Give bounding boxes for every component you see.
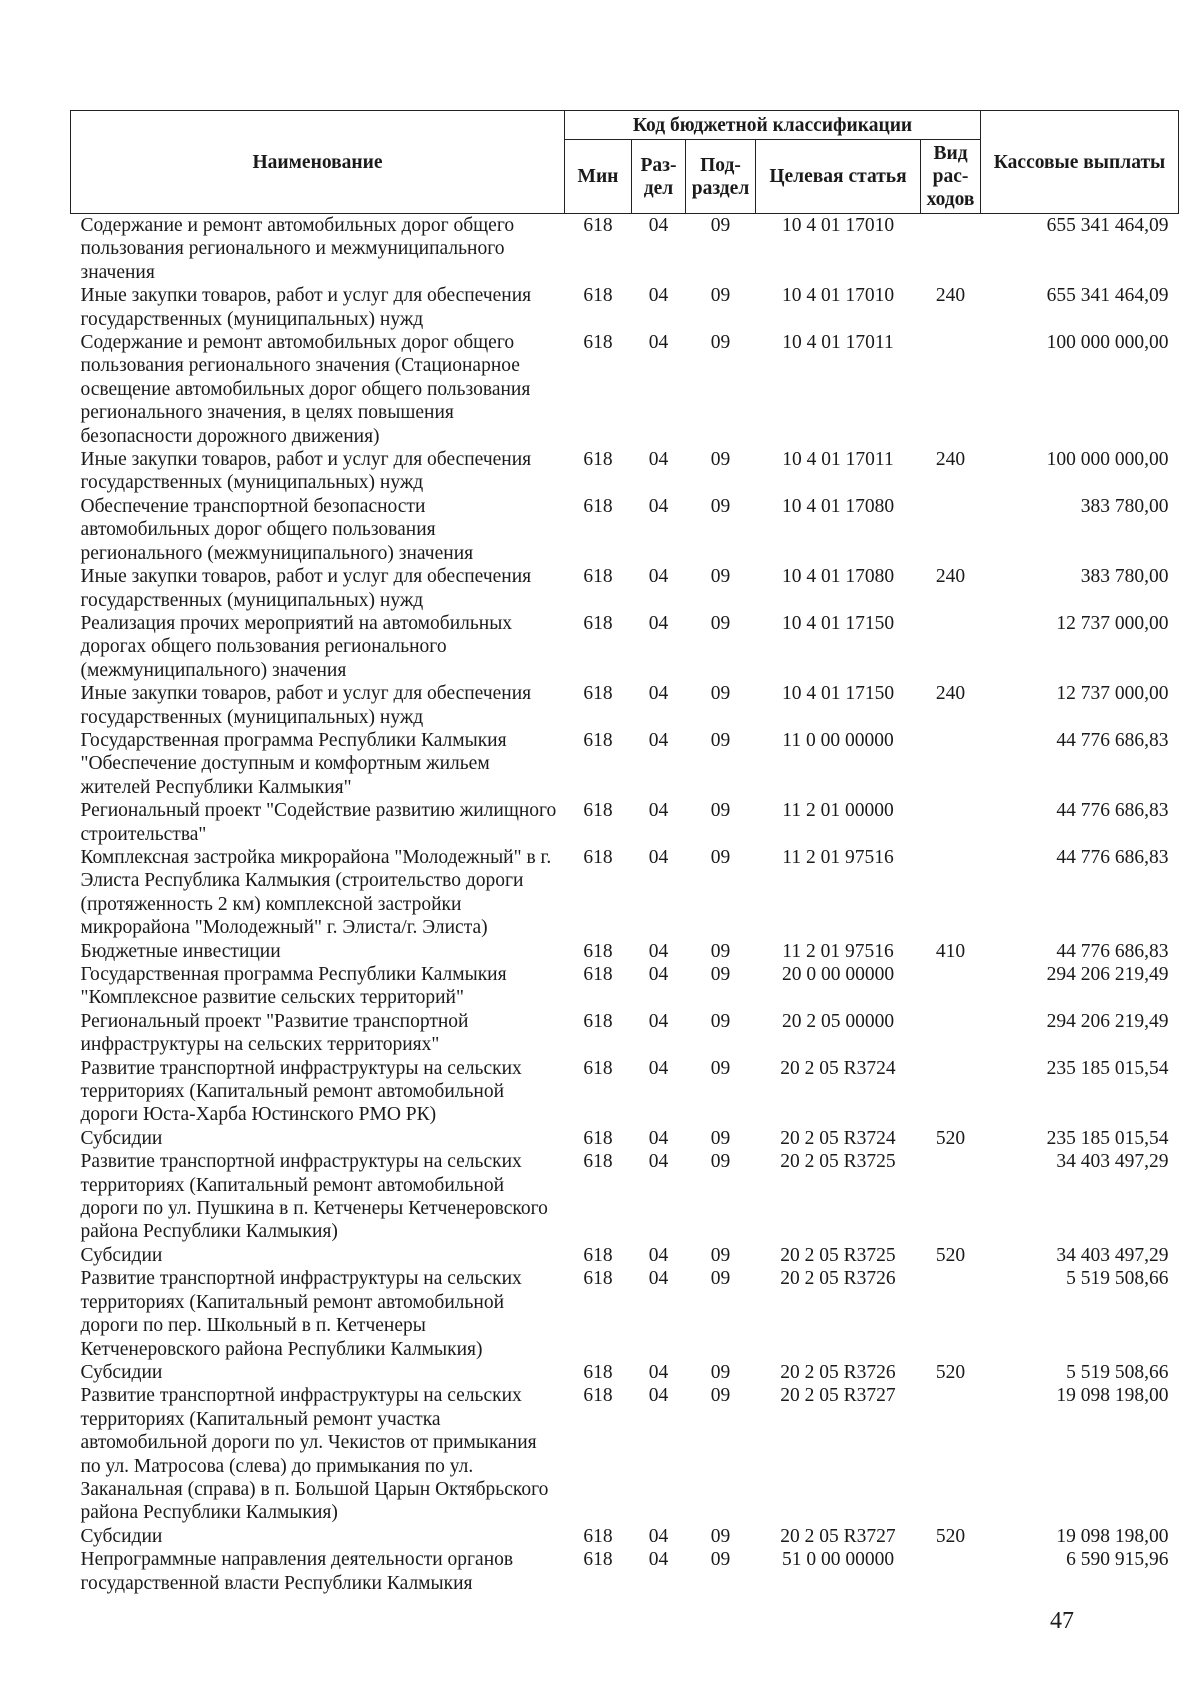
cell-cash-payment: 235 185 015,54 [1046,1057,1169,1079]
cell-ministry: 618 [583,940,613,962]
cell-name: Комплексная застройка микрорайона "Молодежный" в г. Элиста Республика Калмыкия (строительство дороги (протяженность 2 км) комплексной застройки микрорайона "Молодежный" г. Элиста/г. Элиста) [80,846,552,939]
cell-subsection: 09 [710,1151,731,1173]
table-row [71,331,1179,448]
cell-section: 04 [648,285,669,307]
cell-name: Обеспечение транспортной безопасности автомобильных дорог общего пользования регионального (межмуниципального) значения [80,495,474,564]
cell-cash-payment: 34 403 497,29 [1056,1244,1169,1266]
cell-subsection: 09 [710,566,731,588]
table-body [71,214,1179,1595]
cell-expense-type: 520 [935,1127,966,1149]
cell-expense-type [921,1548,981,1595]
cell-name: Иные закупки товаров, работ и услуг для обеспечения государственных (муниципальных) нужд [80,285,532,330]
cell-cash-payment: 12 737 000,00 [1056,612,1169,634]
cell-target-item: 11 2 01 00000 [782,800,894,822]
table-row [71,1010,1179,1057]
cell-ministry: 618 [583,1385,613,1407]
table-row [71,940,1179,963]
cell-cash-payment: 44 776 686,83 [1056,940,1169,962]
cell-ministry: 618 [583,683,613,705]
cell-cash-payment: 383 780,00 [1080,495,1169,517]
cell-name: Субсидии [80,1361,163,1383]
table-row [71,1057,1179,1127]
cell-section: 04 [648,1057,669,1079]
cell-expense-type [921,729,981,799]
cell-cash-payment: 44 776 686,83 [1056,800,1169,822]
cell-name: Развитие транспортной инфраструктуры на сельских территориях (Капитальный ремонт автомобильной дороги по ул. Пушкина в п. Кетченеры Кетченеровского района Республики Калмыкия) [80,1151,548,1243]
cell-cash-payment: 44 776 686,83 [1056,846,1169,868]
cell-name: Содержание и ремонт автомобильных дорог общего пользования регионального значения (Стационарное освещение автомобильных дорог общего пользования регионального значения, в целях повышения безопасности дорожного движения) [80,332,531,447]
cell-subsection: 09 [710,1385,731,1407]
cell-cash-payment: 100 000 000,00 [1046,332,1169,354]
budget-table [70,110,1179,1595]
table-row [71,1361,1179,1384]
cell-expense-type [921,214,981,285]
cell-name: Региональный проект "Развитие транспортной инфраструктуры на сельских территориях" [80,1010,469,1056]
cell-section: 04 [648,1244,669,1266]
table-row [71,612,1179,682]
cell-section: 04 [648,1010,669,1032]
cell-ministry: 618 [583,1010,613,1032]
cell-section: 04 [648,846,669,868]
cell-expense-type: 520 [935,1361,966,1383]
table-row [71,1525,1179,1548]
cell-target-item: 11 2 01 97516 [782,846,894,868]
cell-subsection: 09 [710,1127,731,1149]
cell-target-item: 20 2 05 R3725 [780,1151,896,1173]
table-header [71,111,1179,214]
cell-target-item: 20 2 05 R3727 [780,1525,896,1547]
header-subsection: Под-раздел [686,140,756,214]
cell-cash-payment: 235 185 015,54 [1046,1127,1169,1149]
cell-cash-payment: 34 403 497,29 [1056,1151,1169,1173]
cell-cash-payment: 19 098 198,00 [1056,1525,1169,1547]
cell-name: Государственная программа Республики Калмыкия "Обеспечение доступным и комфортным жильем жителей Республики Калмыкия" [80,729,507,798]
cell-subsection: 09 [710,215,731,236]
cell-name: Государственная программа Республики Калмыкия "Комплексное развитие сельских территорий" [80,964,507,1009]
cell-target-item: 10 4 01 17011 [782,332,894,354]
cell-target-item: 20 0 00 00000 [781,964,895,985]
cell-target-item: 10 4 01 17010 [781,285,895,307]
cell-ministry: 618 [583,332,613,354]
cell-name: Непрограммные направления деятельности органов государственной власти Республики Калмыкия [80,1549,514,1594]
cell-section: 04 [648,1525,669,1547]
cell-subsection: 09 [710,1525,731,1547]
cell-ministry: 618 [583,612,613,634]
page-number: 47 [1050,1608,1074,1634]
cell-name: Бюджетные инвестиции [80,940,281,962]
cell-name: Содержание и ремонт автомобильных дорог общего пользования регионального и межмуниципального значения [80,215,515,283]
cell-target-item: 20 2 05 R3724 [780,1057,896,1079]
cell-name: Иные закупки товаров, работ и услуг для обеспечения государственных (муниципальных) нужд [80,566,532,611]
cell-cash-payment: 5 519 508,66 [1066,1361,1169,1383]
cell-cash-payment: 100 000 000,00 [1046,449,1169,471]
cell-expense-type: 410 [935,940,966,962]
cell-cash-payment: 655 341 464,09 [1046,285,1169,307]
cell-section: 04 [648,449,669,471]
cell-section: 04 [648,1127,669,1149]
cell-section: 04 [648,1268,669,1290]
table-row [71,682,1179,729]
cell-ministry: 618 [583,800,613,822]
cell-name: Развитие транспортной инфраструктуры на сельских территориях (Капитальный ремонт автомобильной дороги по пер. Школьный в п. Кетченеры Кетченеровского района Республики Калмыкия) [80,1268,522,1360]
cell-subsection: 09 [710,800,731,822]
table-row [71,1384,1179,1524]
table-row [71,565,1179,612]
header-budget-classification-code: Код бюджетной классификации [565,111,981,140]
cell-subsection: 09 [710,1244,731,1266]
cell-expense-type [921,1057,981,1127]
cell-subsection: 09 [710,940,731,962]
cell-expense-type [921,612,981,682]
cell-name: Субсидии [80,1127,163,1149]
cell-section: 04 [648,612,669,634]
cell-section: 04 [648,1361,669,1383]
cell-section: 04 [648,729,669,751]
table-row [71,1548,1179,1595]
cell-target-item: 20 2 05 R3726 [780,1361,896,1383]
header-cash-payments: Кассовые выплаты [981,111,1179,214]
cell-section: 04 [648,1385,669,1407]
cell-expense-type [921,1384,981,1524]
cell-name: Региональный проект "Содействие развитию жилищного строительства" [80,800,557,845]
cell-ministry: 618 [583,495,613,517]
cell-subsection: 09 [710,495,731,517]
cell-ministry: 618 [583,964,613,985]
table-row [71,1244,1179,1267]
cell-name: Субсидии [80,1244,163,1266]
cell-ministry: 618 [583,846,613,868]
cell-section: 04 [648,940,669,962]
table-row [71,799,1179,846]
cell-name: Развитие транспортной инфраструктуры на сельских территориях (Капитальный ремонт участка автомобильной дороги по ул. Чекистов от примыкания по ул. Матросова (слева) до примыкания по ул. Заканальная (справа) в п. Большой Царын Октябрьского района Республики Калмыкия) [80,1385,549,1524]
cell-subsection: 09 [710,964,731,985]
cell-target-item: 11 0 00 00000 [782,729,894,751]
table-row [71,495,1179,565]
cell-subsection: 09 [710,612,731,634]
cell-ministry: 618 [583,1151,613,1173]
table-row [71,846,1179,940]
cell-cash-payment: 294 206 219,49 [1046,1010,1169,1032]
cell-ministry: 618 [583,215,613,236]
table-row [71,214,1179,285]
cell-section: 04 [648,495,669,517]
cell-expense-type [921,799,981,846]
cell-cash-payment: 6 590 915,96 [1066,1549,1169,1571]
cell-expense-type [921,495,981,565]
header-target-item: Целевая статья [756,140,921,214]
cell-ministry: 618 [583,1525,613,1547]
cell-name: Развитие транспортной инфраструктуры на сельских территориях (Капитальный ремонт автомобильной дороги Юста-Харба Юстинского РМО РК) [80,1057,522,1126]
cell-target-item: 20 2 05 R3724 [780,1127,896,1149]
cell-subsection: 09 [710,683,731,705]
table-row [71,448,1179,495]
cell-cash-payment: 383 780,00 [1080,566,1169,588]
cell-cash-payment: 655 341 464,09 [1046,215,1169,236]
cell-subsection: 09 [710,1010,731,1032]
table-row [71,729,1179,799]
cell-cash-payment: 294 206 219,49 [1046,964,1169,985]
cell-target-item: 10 4 01 17150 [781,612,895,634]
table-row [71,284,1179,331]
cell-name: Субсидии [80,1525,163,1547]
cell-ministry: 618 [583,566,613,588]
cell-ministry: 618 [583,1127,613,1149]
table-row [71,1267,1179,1361]
cell-target-item: 11 2 01 97516 [782,940,894,962]
cell-section: 04 [648,1549,669,1571]
cell-subsection: 09 [710,1361,731,1383]
cell-subsection: 09 [710,332,731,354]
cell-subsection: 09 [710,449,731,471]
header-name: Наименование [71,111,565,214]
cell-expense-type [921,1267,981,1361]
cell-target-item: 20 2 05 00000 [781,1010,895,1032]
cell-expense-type: 520 [935,1525,966,1547]
header-ministry: Мин [565,140,632,214]
cell-subsection: 09 [710,729,731,751]
cell-expense-type: 240 [935,449,966,471]
cell-expense-type: 240 [935,285,966,307]
cell-name: Иные закупки товаров, работ и услуг для обеспечения государственных (муниципальных) нужд [80,449,532,494]
cell-expense-type [921,963,981,1010]
cell-ministry: 618 [583,729,613,751]
cell-target-item: 20 2 05 R3726 [780,1268,896,1290]
table-row [71,963,1179,1010]
cell-cash-payment: 19 098 198,00 [1056,1385,1169,1407]
header-section: Раз-дел [632,140,686,214]
cell-ministry: 618 [583,1244,613,1266]
cell-ministry: 618 [583,1268,613,1290]
table-row [71,1150,1179,1244]
cell-target-item: 10 4 01 17080 [781,495,895,517]
cell-cash-payment: 12 737 000,00 [1056,683,1169,705]
cell-subsection: 09 [710,1268,731,1290]
cell-expense-type [921,331,981,448]
cell-name: Иные закупки товаров, работ и услуг для обеспечения государственных (муниципальных) нужд [80,683,532,728]
cell-section: 04 [648,215,669,236]
cell-target-item: 20 2 05 R3727 [780,1385,896,1407]
cell-ministry: 618 [583,1057,613,1079]
cell-ministry: 618 [583,449,613,471]
cell-cash-payment: 5 519 508,66 [1066,1268,1169,1290]
cell-target-item: 10 4 01 17080 [781,566,895,588]
cell-expense-type: 520 [935,1244,966,1266]
cell-target-item: 10 4 01 17010 [781,215,895,236]
cell-subsection: 09 [710,1057,731,1079]
cell-section: 04 [648,683,669,705]
cell-target-item: 10 4 01 17011 [782,449,894,471]
cell-target-item: 20 2 05 R3725 [780,1244,896,1266]
cell-expense-type [921,1010,981,1057]
cell-section: 04 [648,332,669,354]
cell-section: 04 [648,566,669,588]
cell-ministry: 618 [583,1361,613,1383]
cell-section: 04 [648,964,669,985]
cell-subsection: 09 [710,285,731,307]
cell-name: Реализация прочих мероприятий на автомобильных дорогах общего пользования регионального (межмуниципального) значения [80,612,513,681]
header-expense-type: Вид рас-ходов [921,140,981,214]
cell-ministry: 618 [583,1549,613,1571]
table-row [71,1127,1179,1150]
cell-subsection: 09 [710,1549,731,1571]
cell-cash-payment: 44 776 686,83 [1056,729,1169,751]
cell-target-item: 51 0 00 00000 [781,1549,895,1571]
cell-subsection: 09 [710,846,731,868]
cell-expense-type [921,1150,981,1244]
cell-expense-type: 240 [935,683,966,705]
cell-section: 04 [648,800,669,822]
cell-section: 04 [648,1151,669,1173]
cell-expense-type [921,846,981,940]
cell-target-item: 10 4 01 17150 [781,683,895,705]
cell-ministry: 618 [583,285,613,307]
cell-expense-type: 240 [935,566,966,588]
